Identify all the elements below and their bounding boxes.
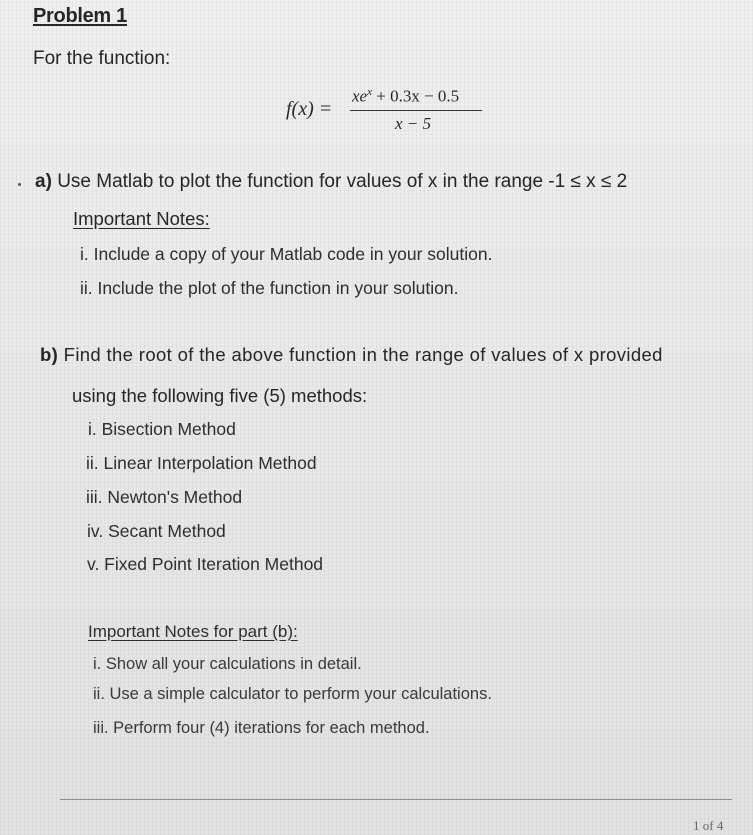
part-a-text: Use Matlab to plot the function for values of x in the range -1 ≤ x ≤ 2 bbox=[57, 171, 628, 192]
formula-numerator-base: xe bbox=[352, 86, 368, 106]
formula-numerator-exponent: x bbox=[367, 86, 372, 98]
speck bbox=[18, 183, 21, 186]
formula-numerator-rest: + 0.3x − 0.5 bbox=[371, 86, 460, 106]
formula-denominator: x − 5 bbox=[395, 114, 432, 133]
fraction-bar bbox=[350, 110, 482, 111]
problem-title: Problem 1 bbox=[33, 5, 127, 27]
method-2: ii. Linear Interpolation Method bbox=[86, 453, 317, 473]
footer-rule bbox=[60, 799, 732, 800]
page-number: 1 of 4 bbox=[693, 818, 724, 833]
part-b-label: b) bbox=[40, 344, 59, 365]
part-a bbox=[35, 171, 627, 193]
part-b-note-1: i. Show all your calculations in detail. bbox=[93, 655, 362, 673]
method-4: iv. Secant Method bbox=[87, 521, 226, 541]
method-3: iii. Newton's Method bbox=[86, 487, 243, 507]
part-b-line-2: using the following five (5) methods: bbox=[72, 385, 368, 406]
formula-numerator bbox=[352, 86, 459, 107]
part-b-note-2: ii. Use a simple calculator to perform your calculations. bbox=[93, 685, 492, 703]
method-5: v. Fixed Point Iteration Method bbox=[87, 554, 324, 574]
formula-lhs: f(x) = bbox=[286, 98, 333, 120]
intro-text: For the function: bbox=[33, 48, 171, 69]
part-b-notes-heading: Important Notes for part (b): bbox=[88, 622, 298, 641]
method-1: i. Bisection Method bbox=[88, 419, 236, 439]
part-a-label: a) bbox=[35, 171, 52, 192]
part-a-note-1: i. Include a copy of your Matlab code in your solution. bbox=[80, 244, 493, 264]
part-b-note-3: iii. Perform four (4) iterations for each method. bbox=[93, 719, 430, 737]
part-b-line-1 bbox=[40, 344, 663, 366]
part-a-note-2: ii. Include the plot of the function in your solution. bbox=[80, 278, 459, 298]
part-b-text-1: Find the root of the above function in the range of values of x provided bbox=[63, 344, 663, 365]
part-a-notes-heading: Important Notes: bbox=[73, 208, 210, 229]
